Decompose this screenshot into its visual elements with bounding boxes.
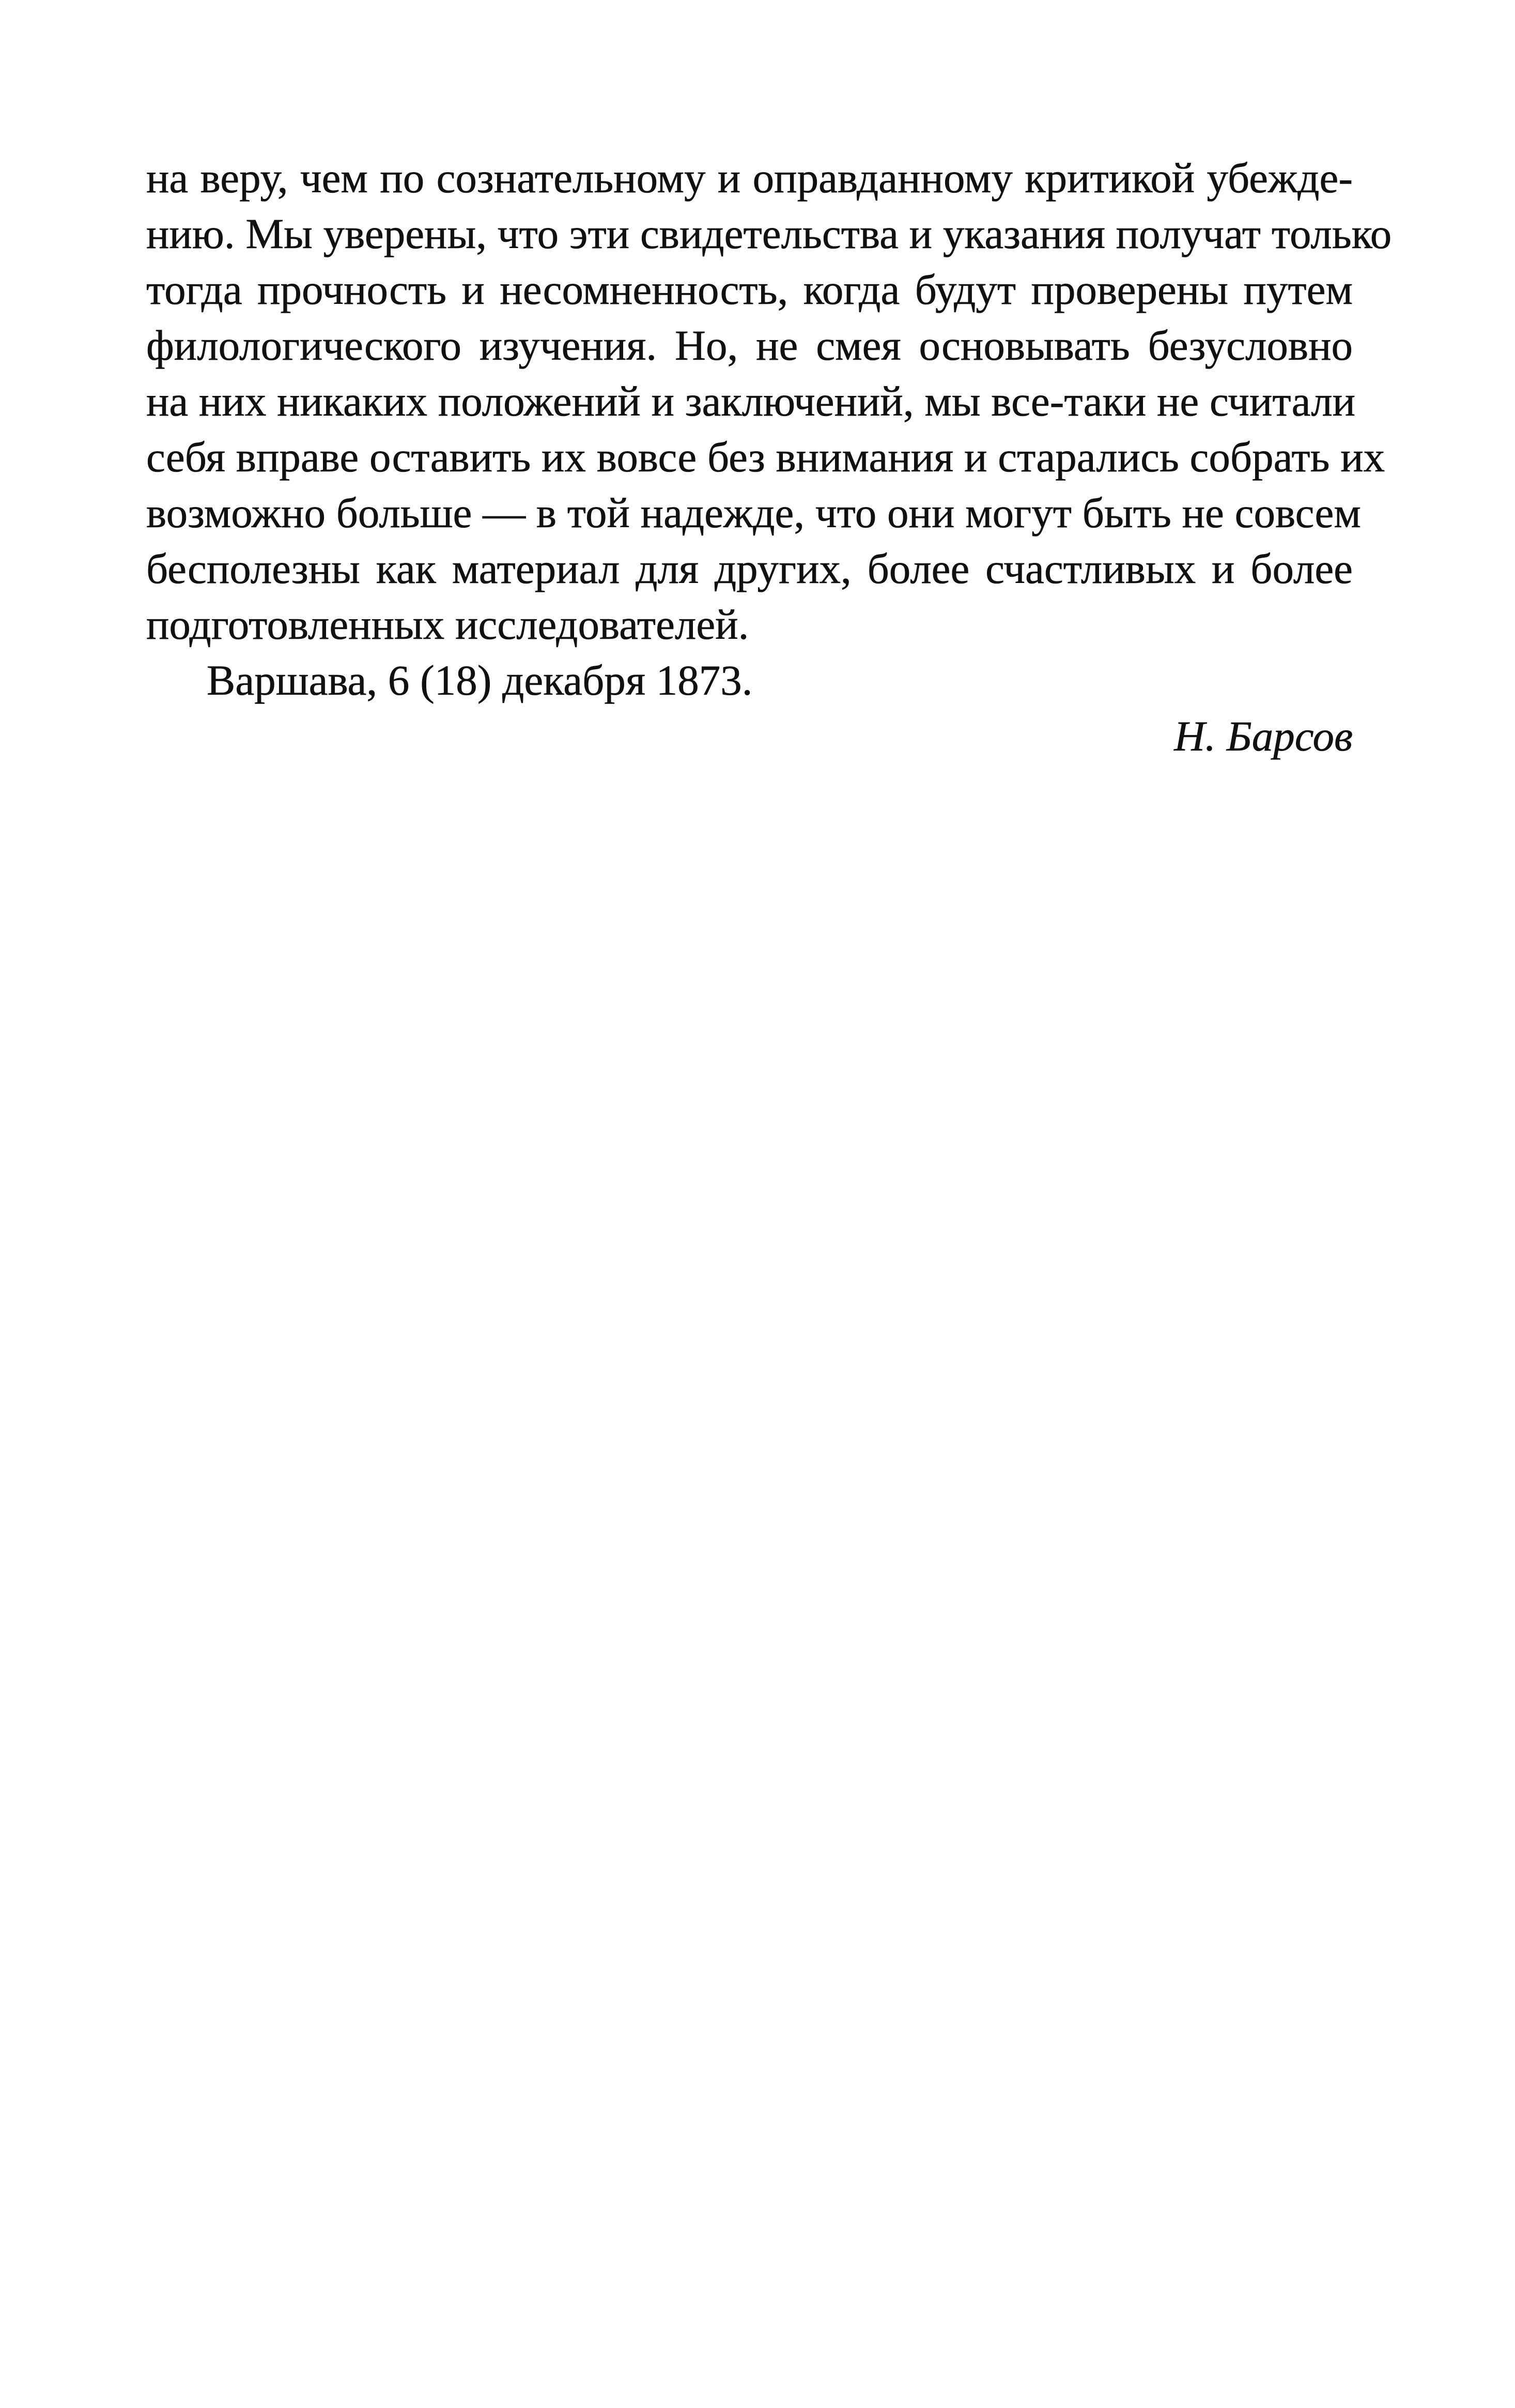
dateline: Варшава, 6 (18) декабря 1873. (207, 656, 753, 704)
paragraph-line: нию. Мы уверены, что эти свидетельства и указания получат только (146, 210, 1392, 257)
paragraph-line: бесполезны как материал для других, более счастливых и более (146, 545, 1353, 592)
paragraph-line: тогда прочность и несомненность, когда будут проверены путем (146, 266, 1353, 313)
paragraph-line: себя вправе оставить их вовсе без внимания и старались собрать их (146, 433, 1385, 481)
paragraph-line: подготовленных исследователей. (146, 601, 749, 648)
paragraph-line: на веру, чем по сознательному и оправданному критикой убежде- (146, 154, 1353, 202)
paragraph-line: на них никаких положений и заключений, мы все-таки не считали (146, 377, 1356, 425)
author-signature: Н. Барсов (1174, 712, 1353, 760)
paragraph-line: возможно больше — в той надежде, что они могут быть не совсем (146, 489, 1361, 536)
paragraph-line: филологического изучения. Но, не смея основывать безусловно (146, 321, 1353, 369)
text-body (146, 150, 1392, 764)
